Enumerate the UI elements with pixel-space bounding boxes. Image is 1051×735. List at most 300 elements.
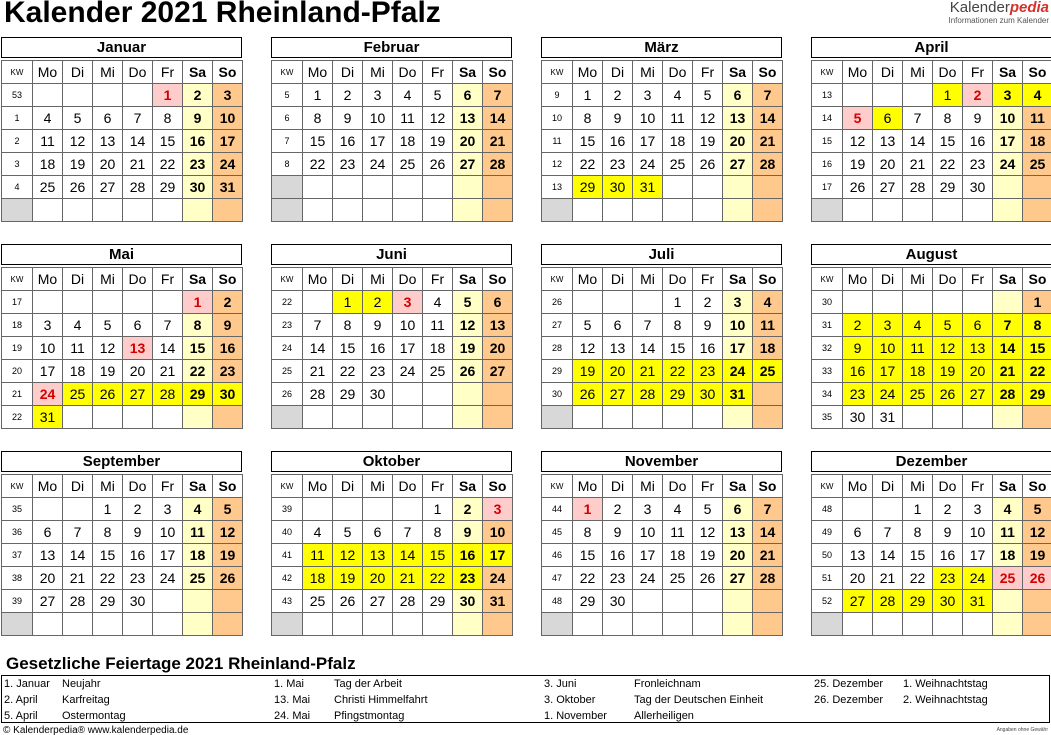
day-cell: 15 [423,544,453,567]
day-cell: 1 [303,84,333,107]
week-number [542,199,573,222]
empty-day-cell [33,613,63,636]
day-cell: 17 [723,337,753,360]
day-cell: 10 [633,521,663,544]
empty-day-cell [843,84,873,107]
empty-day-cell [93,613,123,636]
day-cell: 6 [723,498,753,521]
day-cell: 19 [933,360,963,383]
day-cell: 7 [393,521,423,544]
day-cell: 27 [873,176,903,199]
month-märz [541,37,782,222]
day-cell: 6 [603,314,633,337]
day-cell: 5 [333,521,363,544]
day-cell: 25 [903,383,933,406]
week-number: 12 [542,153,573,176]
day-cell: 1 [933,84,963,107]
month-name: August [811,244,1051,265]
holiday-name: Ostermontag [62,710,126,722]
week-number: 40 [272,521,303,544]
week-number: 8 [272,153,303,176]
weekday-header: So [753,268,783,291]
day-cell: 30 [183,176,213,199]
week-number: 31 [812,314,843,337]
day-cell: 12 [333,544,363,567]
week-row [812,544,1051,567]
day-cell: 24 [483,567,513,590]
week-number: 52 [812,590,843,613]
week-number: 16 [812,153,843,176]
empty-day-cell [483,383,513,406]
day-cell: 24 [33,383,63,406]
empty-day-cell [873,84,903,107]
week-row [2,291,243,314]
day-cell: 15 [1023,337,1051,360]
holidays-title: Gesetzliche Feiertage 2021 Rheinland-Pfalz [6,654,356,673]
empty-day-cell [933,199,963,222]
day-cell: 16 [123,544,153,567]
weekday-header: Sa [183,268,213,291]
empty-day-cell [33,84,63,107]
empty-day-cell [33,199,63,222]
logo-subtitle: Informationen zum Kalender [948,16,1049,25]
week-number: 49 [812,521,843,544]
week-row [812,360,1051,383]
day-cell: 6 [843,521,873,544]
day-cell: 3 [33,314,63,337]
empty-day-cell [753,406,783,429]
day-cell: 23 [333,153,363,176]
empty-day-cell [843,199,873,222]
week-row [272,567,513,590]
weekday-header: Mo [303,268,333,291]
week-number: 25 [272,360,303,383]
week-row [542,360,783,383]
weekday-header: Mo [303,61,333,84]
day-cell: 11 [63,337,93,360]
day-cell: 17 [33,360,63,383]
day-cell: 4 [753,291,783,314]
empty-day-cell [213,590,243,613]
day-cell: 8 [153,107,183,130]
day-cell: 8 [933,107,963,130]
empty-day-cell [663,590,693,613]
empty-day-cell [213,199,243,222]
month-name: Februar [271,37,512,58]
empty-day-cell [633,406,663,429]
empty-day-cell [303,176,333,199]
empty-day-cell [633,199,663,222]
page-title: Kalender 2021 Rheinland-Pfalz [4,0,441,29]
day-cell: 28 [153,383,183,406]
week-number: 17 [2,291,33,314]
holiday-name: Tag der Arbeit [334,678,402,690]
day-cell: 16 [693,337,723,360]
empty-day-cell [1023,590,1051,613]
empty-day-cell [753,590,783,613]
day-cell: 19 [573,360,603,383]
day-cell: 24 [363,153,393,176]
empty-day-cell [1023,199,1051,222]
day-cell: 18 [63,360,93,383]
day-cell: 4 [663,498,693,521]
day-cell: 6 [363,521,393,544]
day-cell: 2 [963,84,993,107]
empty-day-cell [663,406,693,429]
day-cell: 8 [333,314,363,337]
day-cell: 22 [303,153,333,176]
week-number: 21 [2,383,33,406]
day-cell: 29 [423,590,453,613]
day-cell: 15 [303,130,333,153]
empty-day-cell [453,199,483,222]
day-cell: 12 [843,130,873,153]
day-cell: 19 [93,360,123,383]
day-cell: 4 [33,107,63,130]
day-cell: 26 [933,383,963,406]
day-cell: 4 [63,314,93,337]
day-cell: 19 [693,544,723,567]
weekday-header: Do [393,61,423,84]
day-cell: 2 [123,498,153,521]
day-cell: 5 [453,291,483,314]
day-cell: 12 [933,337,963,360]
empty-day-cell [603,406,633,429]
day-cell: 18 [303,567,333,590]
empty-day-cell [903,613,933,636]
kw-header: KW [2,61,33,84]
week-row [542,199,783,222]
weekday-header: Di [603,61,633,84]
week-number: 5 [272,84,303,107]
day-cell: 1 [573,498,603,521]
week-row [812,383,1051,406]
day-cell: 27 [723,153,753,176]
day-cell: 26 [1023,567,1051,590]
day-cell: 15 [933,130,963,153]
day-cell: 25 [663,567,693,590]
day-cell: 22 [333,360,363,383]
weekday-header: Mi [363,475,393,498]
day-cell: 25 [423,360,453,383]
day-cell: 2 [603,498,633,521]
holiday-date: 3. Oktober [544,694,596,706]
day-cell: 16 [603,130,633,153]
week-row [542,176,783,199]
day-cell: 25 [663,153,693,176]
day-cell: 9 [213,314,243,337]
day-cell: 18 [903,360,933,383]
day-cell: 28 [903,176,933,199]
day-cell: 14 [303,337,333,360]
day-cell: 16 [333,130,363,153]
day-cell: 27 [723,567,753,590]
week-number: 13 [812,84,843,107]
empty-day-cell [393,498,423,521]
day-cell: 5 [843,107,873,130]
day-cell: 13 [483,314,513,337]
week-number [272,613,303,636]
holiday-date: 3. Juni [544,678,577,690]
weekday-header: Sa [993,61,1023,84]
week-number: 19 [2,337,33,360]
day-cell: 27 [963,383,993,406]
empty-day-cell [693,590,723,613]
weekday-header: So [213,475,243,498]
day-cell: 26 [573,383,603,406]
empty-day-cell [123,84,153,107]
day-cell: 30 [933,590,963,613]
month-januar [1,37,242,222]
week-row [542,84,783,107]
empty-day-cell [63,498,93,521]
day-cell: 30 [603,590,633,613]
day-cell: 29 [183,383,213,406]
weekday-header: Fr [693,475,723,498]
empty-day-cell [933,291,963,314]
empty-day-cell [153,590,183,613]
week-number: 26 [272,383,303,406]
day-cell: 3 [963,498,993,521]
empty-day-cell [993,590,1023,613]
weekday-header: So [753,61,783,84]
empty-day-cell [753,383,783,406]
empty-day-cell [183,613,213,636]
day-cell: 13 [723,521,753,544]
day-cell: 7 [633,314,663,337]
week-number: 17 [812,176,843,199]
holiday-name: 2. Weihnachtstag [903,694,988,706]
day-cell: 13 [603,337,633,360]
day-cell: 8 [1023,314,1051,337]
day-cell: 28 [873,590,903,613]
empty-day-cell [573,291,603,314]
day-cell: 22 [183,360,213,383]
day-cell: 6 [33,521,63,544]
week-row [2,130,243,153]
holiday-date: 13. Mai [274,694,311,706]
footer-copyright: © Kalenderpedia® www.kalenderpedia.de [3,725,189,735]
day-cell: 7 [303,314,333,337]
empty-day-cell [963,291,993,314]
day-cell: 21 [63,567,93,590]
day-cell: 21 [633,360,663,383]
week-row [272,406,513,429]
day-cell: 24 [963,567,993,590]
weekday-header: So [1023,475,1051,498]
day-cell: 13 [93,130,123,153]
day-cell: 29 [333,383,363,406]
week-number: 43 [272,590,303,613]
week-row [542,314,783,337]
holiday-name: Karfreitag [62,694,110,706]
day-cell: 15 [93,544,123,567]
logo-text-pedia: pedia [1009,0,1049,16]
week-number: 45 [542,521,573,544]
weekday-header: So [753,475,783,498]
empty-day-cell [213,613,243,636]
day-cell: 9 [333,107,363,130]
day-cell: 10 [153,521,183,544]
weekday-header: So [483,268,513,291]
week-row [2,360,243,383]
week-number: 33 [812,360,843,383]
day-cell: 23 [183,153,213,176]
day-cell: 11 [753,314,783,337]
kalenderpedia-logo[interactable] [919,0,1049,25]
empty-day-cell [993,613,1023,636]
day-cell: 28 [303,383,333,406]
week-row [542,590,783,613]
week-number: 38 [2,567,33,590]
kw-header: KW [812,268,843,291]
weekday-header: Do [123,268,153,291]
day-cell: 5 [693,84,723,107]
weekday-header: Mo [33,61,63,84]
day-cell: 10 [633,107,663,130]
holiday-date: 25. Dezember [814,678,884,690]
day-cell: 10 [993,107,1023,130]
week-row [542,153,783,176]
day-cell: 27 [123,383,153,406]
empty-day-cell [63,199,93,222]
day-cell: 9 [123,521,153,544]
day-cell: 26 [453,360,483,383]
empty-day-cell [93,84,123,107]
empty-day-cell [93,199,123,222]
day-cell: 3 [723,291,753,314]
weekday-header: Mi [633,268,663,291]
day-cell: 19 [333,567,363,590]
empty-day-cell [903,199,933,222]
weekday-header: Di [603,475,633,498]
week-row [2,521,243,544]
weekday-header: So [213,61,243,84]
day-cell: 11 [993,521,1023,544]
month-april [811,37,1051,222]
week-number: 47 [542,567,573,590]
weekday-header: Sa [993,475,1023,498]
day-cell: 3 [153,498,183,521]
logo-text-kalender: Kalender [949,0,1010,16]
day-cell: 4 [903,314,933,337]
empty-day-cell [1023,176,1051,199]
day-cell: 23 [603,153,633,176]
weekday-header: Mo [843,268,873,291]
day-cell: 17 [153,544,183,567]
day-cell: 26 [693,567,723,590]
empty-day-cell [963,406,993,429]
empty-day-cell [153,406,183,429]
weekday-header: Do [393,475,423,498]
week-row [272,337,513,360]
empty-day-cell [573,613,603,636]
week-number: 13 [542,176,573,199]
day-cell: 9 [183,107,213,130]
day-cell: 23 [603,567,633,590]
weekday-header: Di [333,268,363,291]
week-number [272,406,303,429]
week-number: 30 [812,291,843,314]
day-cell: 26 [843,176,873,199]
weekday-header: Di [63,268,93,291]
weekday-header: Mi [903,268,933,291]
day-cell: 10 [33,337,63,360]
day-cell: 3 [633,498,663,521]
day-cell: 16 [963,130,993,153]
week-row [272,613,513,636]
month-dezember [811,451,1051,636]
day-cell: 2 [843,314,873,337]
week-row [2,314,243,337]
weekday-header: Mo [573,268,603,291]
week-number [542,406,573,429]
day-cell: 18 [663,130,693,153]
day-cell: 18 [1023,130,1051,153]
week-row [542,521,783,544]
weekday-header: So [1023,268,1051,291]
day-cell: 22 [903,567,933,590]
day-cell: 29 [153,176,183,199]
day-cell: 7 [123,107,153,130]
week-row [2,498,243,521]
day-cell: 20 [123,360,153,383]
day-cell: 18 [423,337,453,360]
day-cell: 19 [213,544,243,567]
empty-day-cell [723,176,753,199]
kw-header: KW [542,61,573,84]
holiday-date: 5. April [4,710,38,722]
day-cell: 27 [33,590,63,613]
week-row [2,406,243,429]
day-cell: 2 [183,84,213,107]
day-cell: 14 [993,337,1023,360]
week-row [542,613,783,636]
empty-day-cell [903,291,933,314]
day-cell: 28 [633,383,663,406]
empty-day-cell [33,291,63,314]
day-cell: 22 [1023,360,1051,383]
day-cell: 14 [483,107,513,130]
day-cell: 23 [693,360,723,383]
day-cell: 15 [903,544,933,567]
day-cell: 15 [183,337,213,360]
week-number: 48 [542,590,573,613]
day-cell: 29 [1023,383,1051,406]
empty-day-cell [963,199,993,222]
empty-day-cell [693,199,723,222]
weekday-header: Fr [153,61,183,84]
month-mai [1,244,242,429]
weekday-header: So [213,268,243,291]
day-cell: 11 [393,107,423,130]
day-cell: 22 [93,567,123,590]
day-cell: 8 [663,314,693,337]
day-cell: 31 [213,176,243,199]
empty-day-cell [1023,613,1051,636]
day-cell: 20 [963,360,993,383]
week-number: 20 [2,360,33,383]
holiday-date: 1. Januar [4,678,50,690]
day-cell: 7 [993,314,1023,337]
day-cell: 25 [183,567,213,590]
week-row [272,498,513,521]
day-cell: 25 [753,360,783,383]
month-name: März [541,37,782,58]
empty-day-cell [153,291,183,314]
day-cell: 5 [63,107,93,130]
day-cell: 26 [63,176,93,199]
